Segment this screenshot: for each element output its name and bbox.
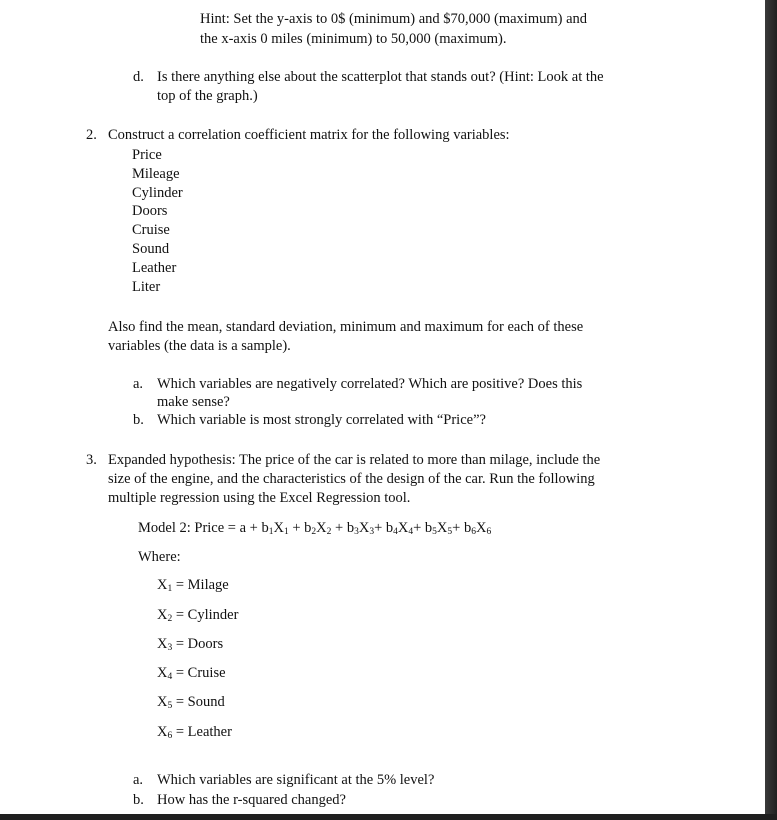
def-rhs: = Sound [172,694,225,710]
q2-variable: Cruise [132,222,170,238]
q3-line-2: size of the engine, and the characteristics of the design of the car. Run the following [108,471,595,487]
definition-x5 [157,693,225,711]
q2a-marker: a. [133,376,144,392]
def-rhs: = Cylinder [172,607,239,623]
definition-x3 [157,635,223,653]
item-d-line-2: top of the graph.) [157,88,258,104]
q2-variable: Leather [132,260,177,276]
q2-prompt: Construct a correlation coefficient matrix for the following variables: [108,127,510,143]
item-d-line-1: Is there anything else about the scatterplot that stands out? (Hint: Look at the [157,69,604,85]
q2-variable: Liter [132,279,161,295]
where-label: Where: [138,549,181,565]
q2a-line-2: make sense? [157,394,230,410]
q2-variable: Price [132,147,162,163]
definition-x4 [157,664,226,682]
def-sub: 2 [167,614,173,624]
q3-number: 3. [86,452,97,468]
def-var: X [157,724,168,740]
q3-line-1: Expanded hypothesis: The price of the car is related to more than milage, include the [108,452,601,468]
def-sub: 1 [167,584,173,594]
def-sub: 3 [167,643,173,653]
def-sub: 5 [167,701,173,711]
hint-line-1: Hint: Set the y-axis to 0$ (minimum) and $70,000 (maximum) and [200,11,588,27]
def-rhs: = Doors [172,636,224,652]
model-prefix: Model 2: Price = a + b [138,520,269,536]
q3a-marker: a. [133,772,144,788]
q3a-text: Which variables are significant at the 5% level? [157,772,435,788]
definition-x1 [157,576,229,594]
q3b-text: How has the r-squared changed? [157,792,346,808]
q3-line-3: multiple regression using the Excel Regression tool. [108,490,411,506]
viewer-bottom-edge [0,814,777,820]
definition-x2 [157,606,238,624]
def-var: X [157,607,168,623]
q2b-marker: b. [133,412,144,428]
viewer-scroll-edge [765,0,777,820]
item-d-marker: d. [133,69,144,85]
def-var: X [157,636,168,652]
q3b-marker: b. [133,792,144,808]
definition-x6 [157,723,232,741]
q2-also-line-1: Also find the mean, standard deviation, minimum and maximum for each of these [108,319,584,335]
q2-also-line-2: variables (the data is a sample). [108,338,291,354]
def-sub: 4 [167,672,173,682]
model-equation: Model 2: Price = $a + b_1X_1 + b_2X_2 + b_3X_3+ b_4X_4+ b_5X_5+ b_6X_6$ [138,520,492,537]
def-rhs: = Milage [172,577,229,593]
q2-number: 2. [86,127,97,143]
q2-variable: Doors [132,203,168,219]
def-var: X [157,577,168,593]
def-var: X [157,665,168,681]
q2b-line-1: Which variable is most strongly correlated with “Price”? [157,412,486,428]
hint-line-2: the x-axis 0 miles (minimum) to 50,000 (maximum). [200,31,507,47]
q2-variable: Sound [132,241,170,257]
q2-variable: Mileage [132,166,180,182]
def-var: X [157,694,168,710]
def-rhs: = Cruise [172,665,226,681]
def-sub: 6 [167,731,173,741]
q2a-line-1: Which variables are negatively correlated? Which are positive? Does this [157,376,583,392]
q2-variable: Cylinder [132,185,183,201]
def-rhs: = Leather [172,724,232,740]
